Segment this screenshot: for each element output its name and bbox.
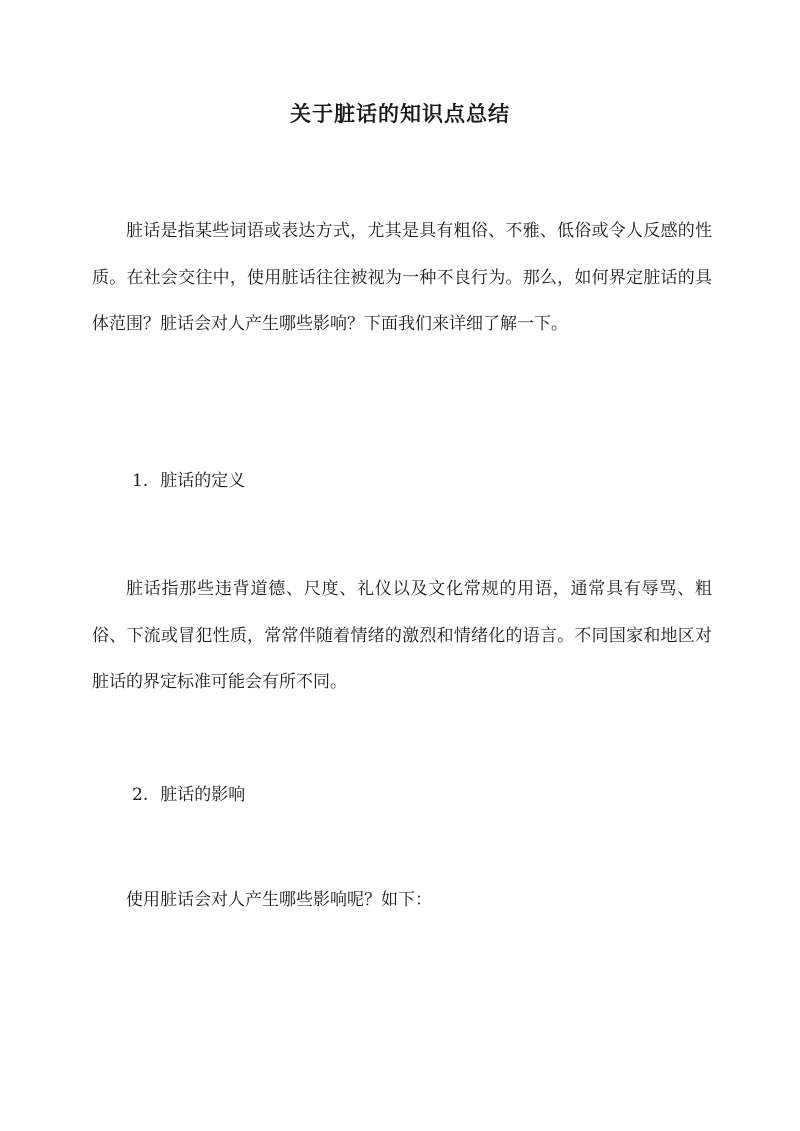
- section-heading-impact: [132, 780, 245, 810]
- section-number: 1.: [132, 471, 149, 491]
- section-title: 脏话的影响: [160, 785, 246, 805]
- section-title: 脏话的定义: [160, 471, 246, 491]
- section-heading-definition: [132, 466, 245, 496]
- section-number: 2.: [132, 785, 149, 805]
- definition-paragraph: 脏话指那些违背道德、尺度、礼仪以及文化常规的用语，通常具有辱骂、粗俗、下流或冒犯性质，常常伴随着情绪的激烈和情绪化的语言。不同国家和地区对脏话的界定标准可能会有所不同。: [92, 579, 712, 692]
- impact-paragraph: 使用脏话会对人产生哪些影响呢？如下：: [126, 890, 432, 910]
- document-title: 关于脏话的知识点总结: [290, 101, 510, 126]
- intro-paragraph: 脏话是指某些词语或表达方式，尤其是具有粗俗、不雅、低俗或令人反感的性质。在社会交往中，使用脏话往往被视为一种不良行为。那么，如何界定脏话的具体范围？脏话会对人产生哪些影响？下面我们来详细了解一下。: [92, 221, 712, 334]
